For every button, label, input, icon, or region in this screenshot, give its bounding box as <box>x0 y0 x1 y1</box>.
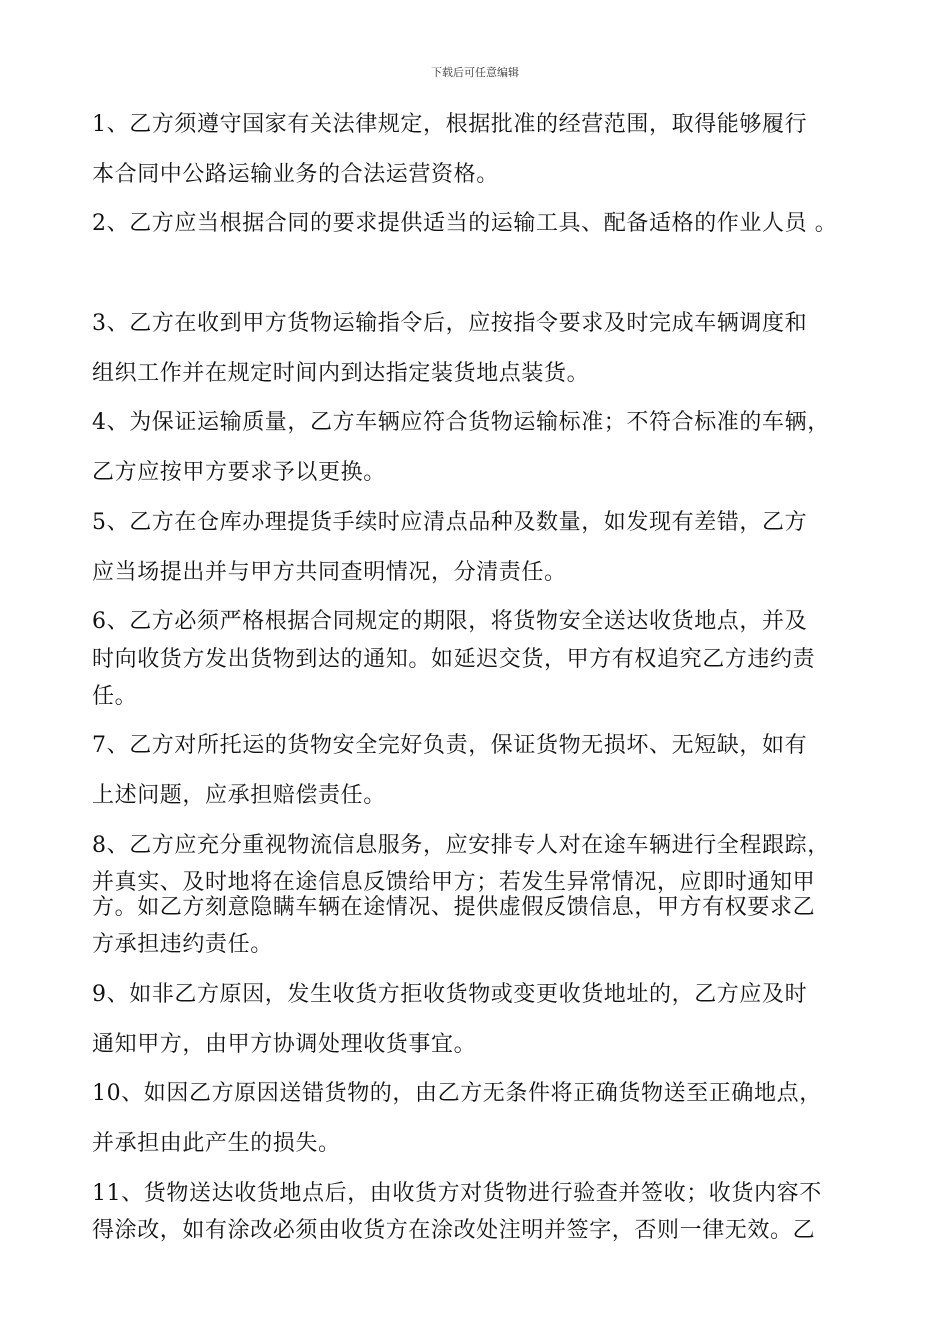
text-line: 本合同中公路运输业务的合法运营资格。 <box>92 162 499 187</box>
text-line: 应当场提出并与甲方共同查明情况，分清责任。 <box>92 560 567 585</box>
text-line: 并承担由此产生的损失。 <box>92 1131 341 1156</box>
text-line: 方承担违约责任。 <box>92 932 273 957</box>
text-line: 通知甲方，由甲方协调处理收货事宜。 <box>92 1032 477 1057</box>
text-line: 11、货物送达收货地点后，由收货方对货物进行验查并签收；收货内容不 <box>92 1181 822 1206</box>
text-line: 1、乙方须遵守国家有关法律规定，根据批准的经营范围，取得能够履行 <box>92 112 808 137</box>
text-line: 8、乙方应充分重视物流信息服务，应安排专人对在途车辆进行全程跟踪， <box>92 833 830 858</box>
text-line: 得涂改，如有涂改必须由收货方在涂改处注明并签字，否则一律无效。乙 <box>92 1218 816 1243</box>
text-line: 任。 <box>92 684 138 709</box>
text-line: 7、乙方对所托运的货物安全完好负责，保证货物无损坏、无短缺，如有 <box>92 733 808 758</box>
text-line: 10、如因乙方原因送错货物的，由乙方无条件将正确货物送至正确地点， <box>92 1081 822 1106</box>
text-line: 3、乙方在收到甲方货物运输指令后，应按指令要求及时完成车辆调度和 <box>92 311 808 336</box>
text-line: 4、为保证运输质量，乙方车辆应符合货物运输标准；不符合标准的车辆， <box>92 410 830 435</box>
text-line: 9、如非乙方原因，发生收货方拒收货物或变更收货地址的，乙方应及时 <box>92 982 808 1007</box>
text-line: 时向收货方发出货物到达的通知。如延迟交货，甲方有权追究乙方违约责 <box>92 647 816 672</box>
page-header: 下载后可任意编辑 <box>431 66 519 79</box>
text-line: 组织工作并在规定时间内到达指定装货地点装货。 <box>92 361 590 386</box>
text-line: 2、乙方应当根据合同的要求提供适当的运输工具、配备适格的作业人员 。 <box>92 211 838 236</box>
text-line: 6、乙方必须严格根据合同规定的期限，将货物安全送达收货地点，并及 <box>92 609 808 634</box>
text-line: 并真实、及时地将在途信息反馈给甲方；若发生异常情况，应即时通知甲 <box>92 870 816 895</box>
text-line: 乙方应按甲方要求予以更换。 <box>92 460 386 485</box>
text-line: 5、乙方在仓库办理提货手续时应清点品种及数量，如发现有差错，乙方 <box>92 510 808 535</box>
text-line: 方。如乙方刻意隐瞒车辆在途情况、提供虚假反馈信息，甲方有权要求乙 <box>92 895 816 920</box>
text-line: 上述问题，应承担赔偿责任。 <box>92 783 386 808</box>
